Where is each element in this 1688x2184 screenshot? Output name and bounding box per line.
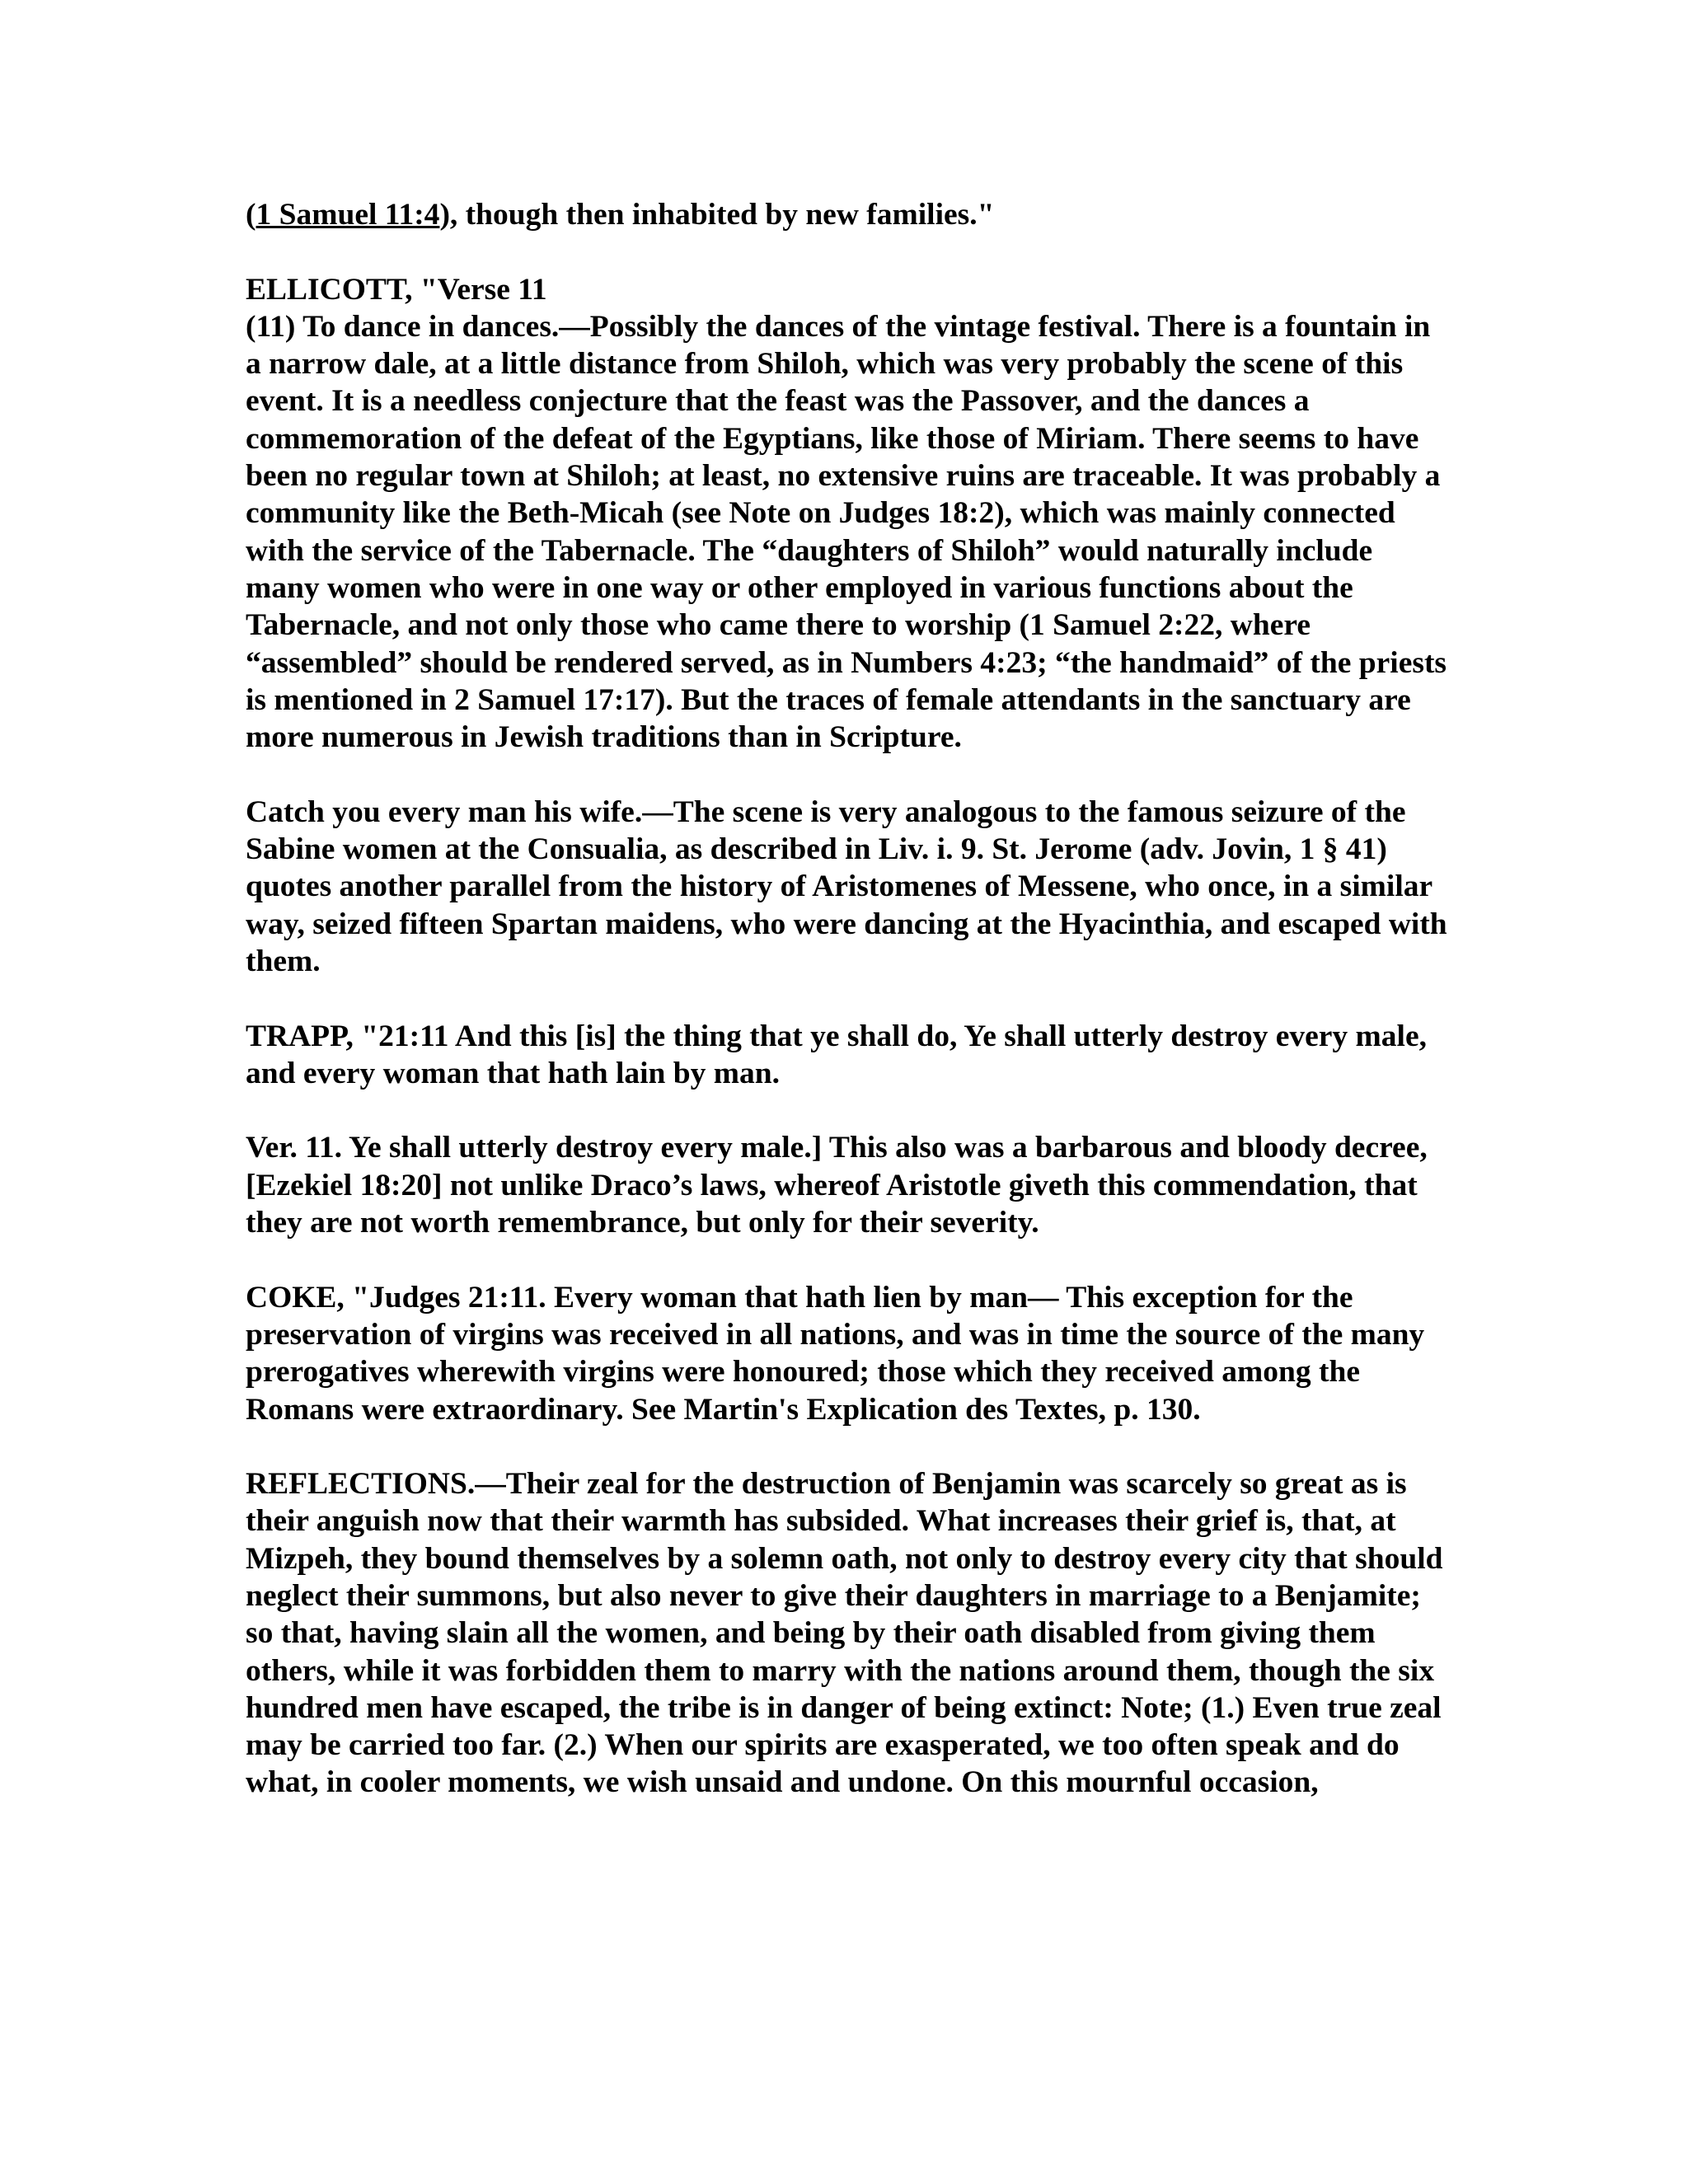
paragraph-coke: COKE, "Judges 21:11. Every woman that hath lien by man— This exception for the preservation of virgins was received in all nations, and was in time the source of the many prerogatives wherewith virgins were honoured; those which they received among the Romans were extraordinary. See Martin's Explication des Textes, p. 130. bbox=[246, 1280, 1425, 1427]
paragraph-reflections: REFLECTIONS.—Their zeal for the destruction of Benjamin was scarcely so great as is their anguish now that their warmth has subsided. What increases their grief is, that, at Mizpeh, they bound themselves by a solemn oath, not only to destroy every city that should neglect their summons, but also never to give their daughters in marriage to a Benjamite; so that, having slain all the women, and being by their oath disabled from giving them others, while it was forbidden them to marry with the nations around them, though the six hundred men have escaped, the tribe is in danger of being extinct: Note; (1.) Even true zeal may be carried too far. (2.) When our spirits are exasperated, we too often speak and do what, in cooler moments, we wish unsaid and undone. On this mournful occasion, bbox=[246, 1467, 1443, 1800]
paragraph-trapp-heading: TRAPP, "21:11 And this [is] the thing that ye shall do, Ye shall utterly destroy every male, and every woman that hath lain by man. bbox=[246, 1019, 1427, 1090]
paren-open: ( bbox=[246, 198, 256, 232]
paragraph-catch-you: Catch you every man his wife.—The scene is very analogous to the famous seizure of the Sabine women at the Consualia, as described in Liv. i. 9. St. Jerome (adv. Jovin, 1 § 41) quotes another parallel from the history of Aristomenes of Messene, who once, in a similar way, seized fifteen Spartan maidens, who were dancing at the Hyacinthia, and escaped with them. bbox=[246, 794, 1447, 978]
paragraph-ellicott: ELLICOTT, "Verse 11 (11) To dance in dances.—Possibly the dances of the vintage festival. There is a fountain in a narrow dale, at a little distance from Shiloh, which was very probably the scene of this event. It is a needless conjecture that the feast was the Passover, and the dances a commemoration of the defeat of the Egyptians, like those of Miriam. There seems to have been no regular town at Shiloh; at least, no extensive ruins are traceable. It was probably a community like the Beth-Micah (see Note on Judges 18:2), which was mainly connected with the service of the Tabernacle. The “daughters of Shiloh” would naturally include many women who were in one way or other employed in various functions about the Tabernacle, and not only those who came there to worship (1 Samuel 2:22, where “assembled” should be rendered served, as in Numbers 4:23; “the handmaid” of the priests is mentioned in 2 Samuel 17:17). But the traces of female attendants in the sanctuary are more numerous in Jewish traditions than in Scripture. bbox=[246, 272, 1447, 755]
document-body bbox=[246, 196, 1449, 1839]
paragraph-continuation-text: ), though then inhabited by new families." bbox=[439, 198, 995, 232]
paragraph-continuation bbox=[246, 196, 1449, 233]
scripture-link-1-samuel-11-4[interactable]: 1 Samuel 11:4 bbox=[256, 198, 440, 232]
paragraph-trapp-verse: Ver. 11. Ye shall utterly destroy every male.] This also was a barbarous and bloody decree, [Ezekiel 18:20] not unlike Draco’s laws, whereof Aristotle giveth this commendation, that they are not worth remembrance, but only for their severity. bbox=[246, 1131, 1428, 1240]
